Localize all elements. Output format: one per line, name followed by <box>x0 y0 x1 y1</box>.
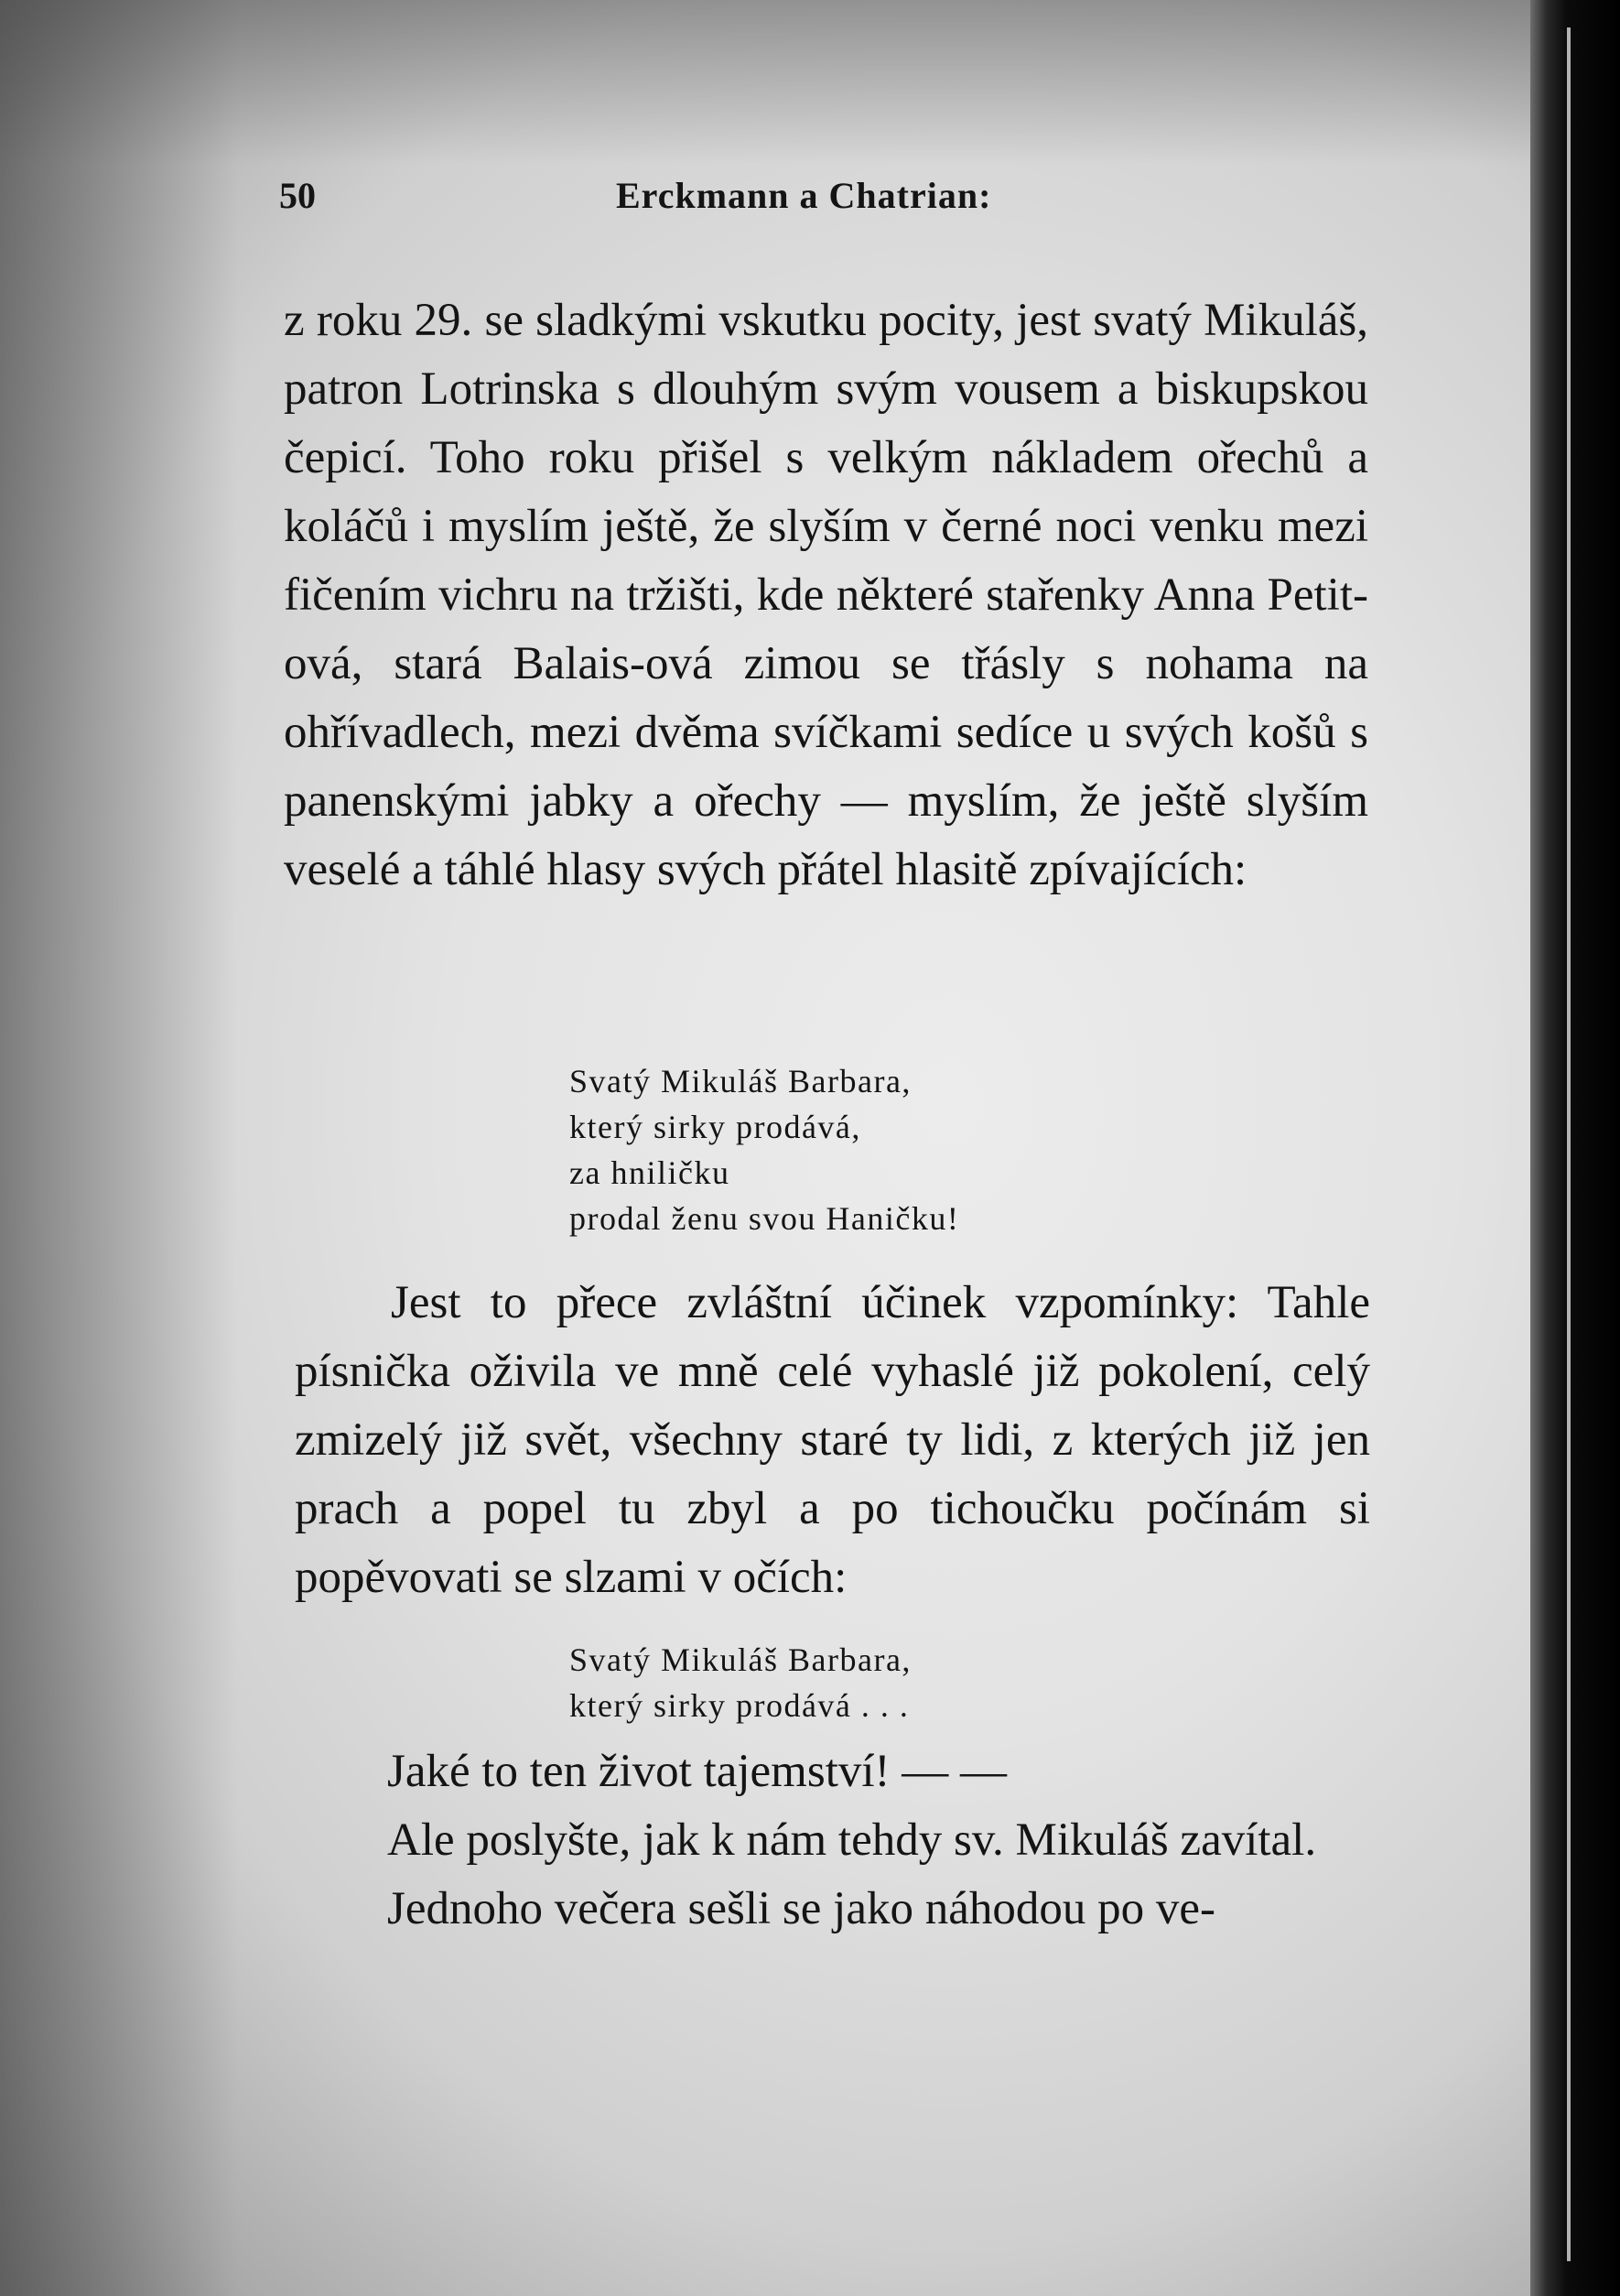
paragraph-3: Jaké to ten život tajemství! — — <box>387 1746 1008 1797</box>
verse-line: který sirky prodává . . . <box>569 1687 910 1724</box>
paragraph-4: Ale poslyšte, jak k nám tehdy sv. Mikuláš zavítal. <box>387 1814 1317 1866</box>
running-head: Erckmann a Chatrian: <box>616 175 992 216</box>
paragraph-5: Jednoho večera sešli se jako náhodou po ve- <box>387 1883 1215 1934</box>
verse-line: prodal ženu svou Haničku! <box>569 1200 960 1237</box>
verse-line: který sirky prodává, <box>569 1109 861 1145</box>
text-block-2 <box>295 1269 1370 1612</box>
verse-line: Svatý Mikuláš Barbara, <box>569 1641 912 1678</box>
verse-1 <box>569 1058 959 1241</box>
paragraph-1: z roku 29. se sladkými vskutku pocity, jest svatý Mikuláš, patron Lotrinska s dlouhým svým vousem a biskupskou čepicí. Toho roku přišel s velkým nákladem ořechů a koláčů i myslím ještě, že slyším v černé noci venku mezi fičením vichru na tržišti, kde některé stařenky Anna Petit-ová, stará Balais-ová zimou se třásly s nohama na ohřívadlech, mezi dvěma svíčkami sedíce u svých košů s panenskými jabky a ořechy — myslím, že ještě slyším veselé a táhlé hlasy svých přátel hlasitě zpívajících: <box>284 295 1368 895</box>
page-number: 50 <box>279 175 316 216</box>
verse-line: za hniličku <box>569 1154 730 1191</box>
verse-2 <box>569 1637 912 1728</box>
text-block-1 <box>284 287 1368 904</box>
text-block-3 <box>291 1738 1369 1944</box>
next-page-edge <box>1567 27 1571 2261</box>
book-spine-shadow <box>1530 0 1620 2296</box>
paragraph-2: Jest to přece zvláštní účinek vzpomínky: Tahle písnička oživila ve mně celé vyhaslé již pokolení, celý zmizelý již svět, všechny staré ty lidi, z kterých již jen prach a popel tu zbyl a po tichoučku počínám si popěvovati se slzami v očích: <box>295 1277 1370 1603</box>
page-header <box>279 174 1359 220</box>
verse-line: Svatý Mikuláš Barbara, <box>569 1063 912 1099</box>
